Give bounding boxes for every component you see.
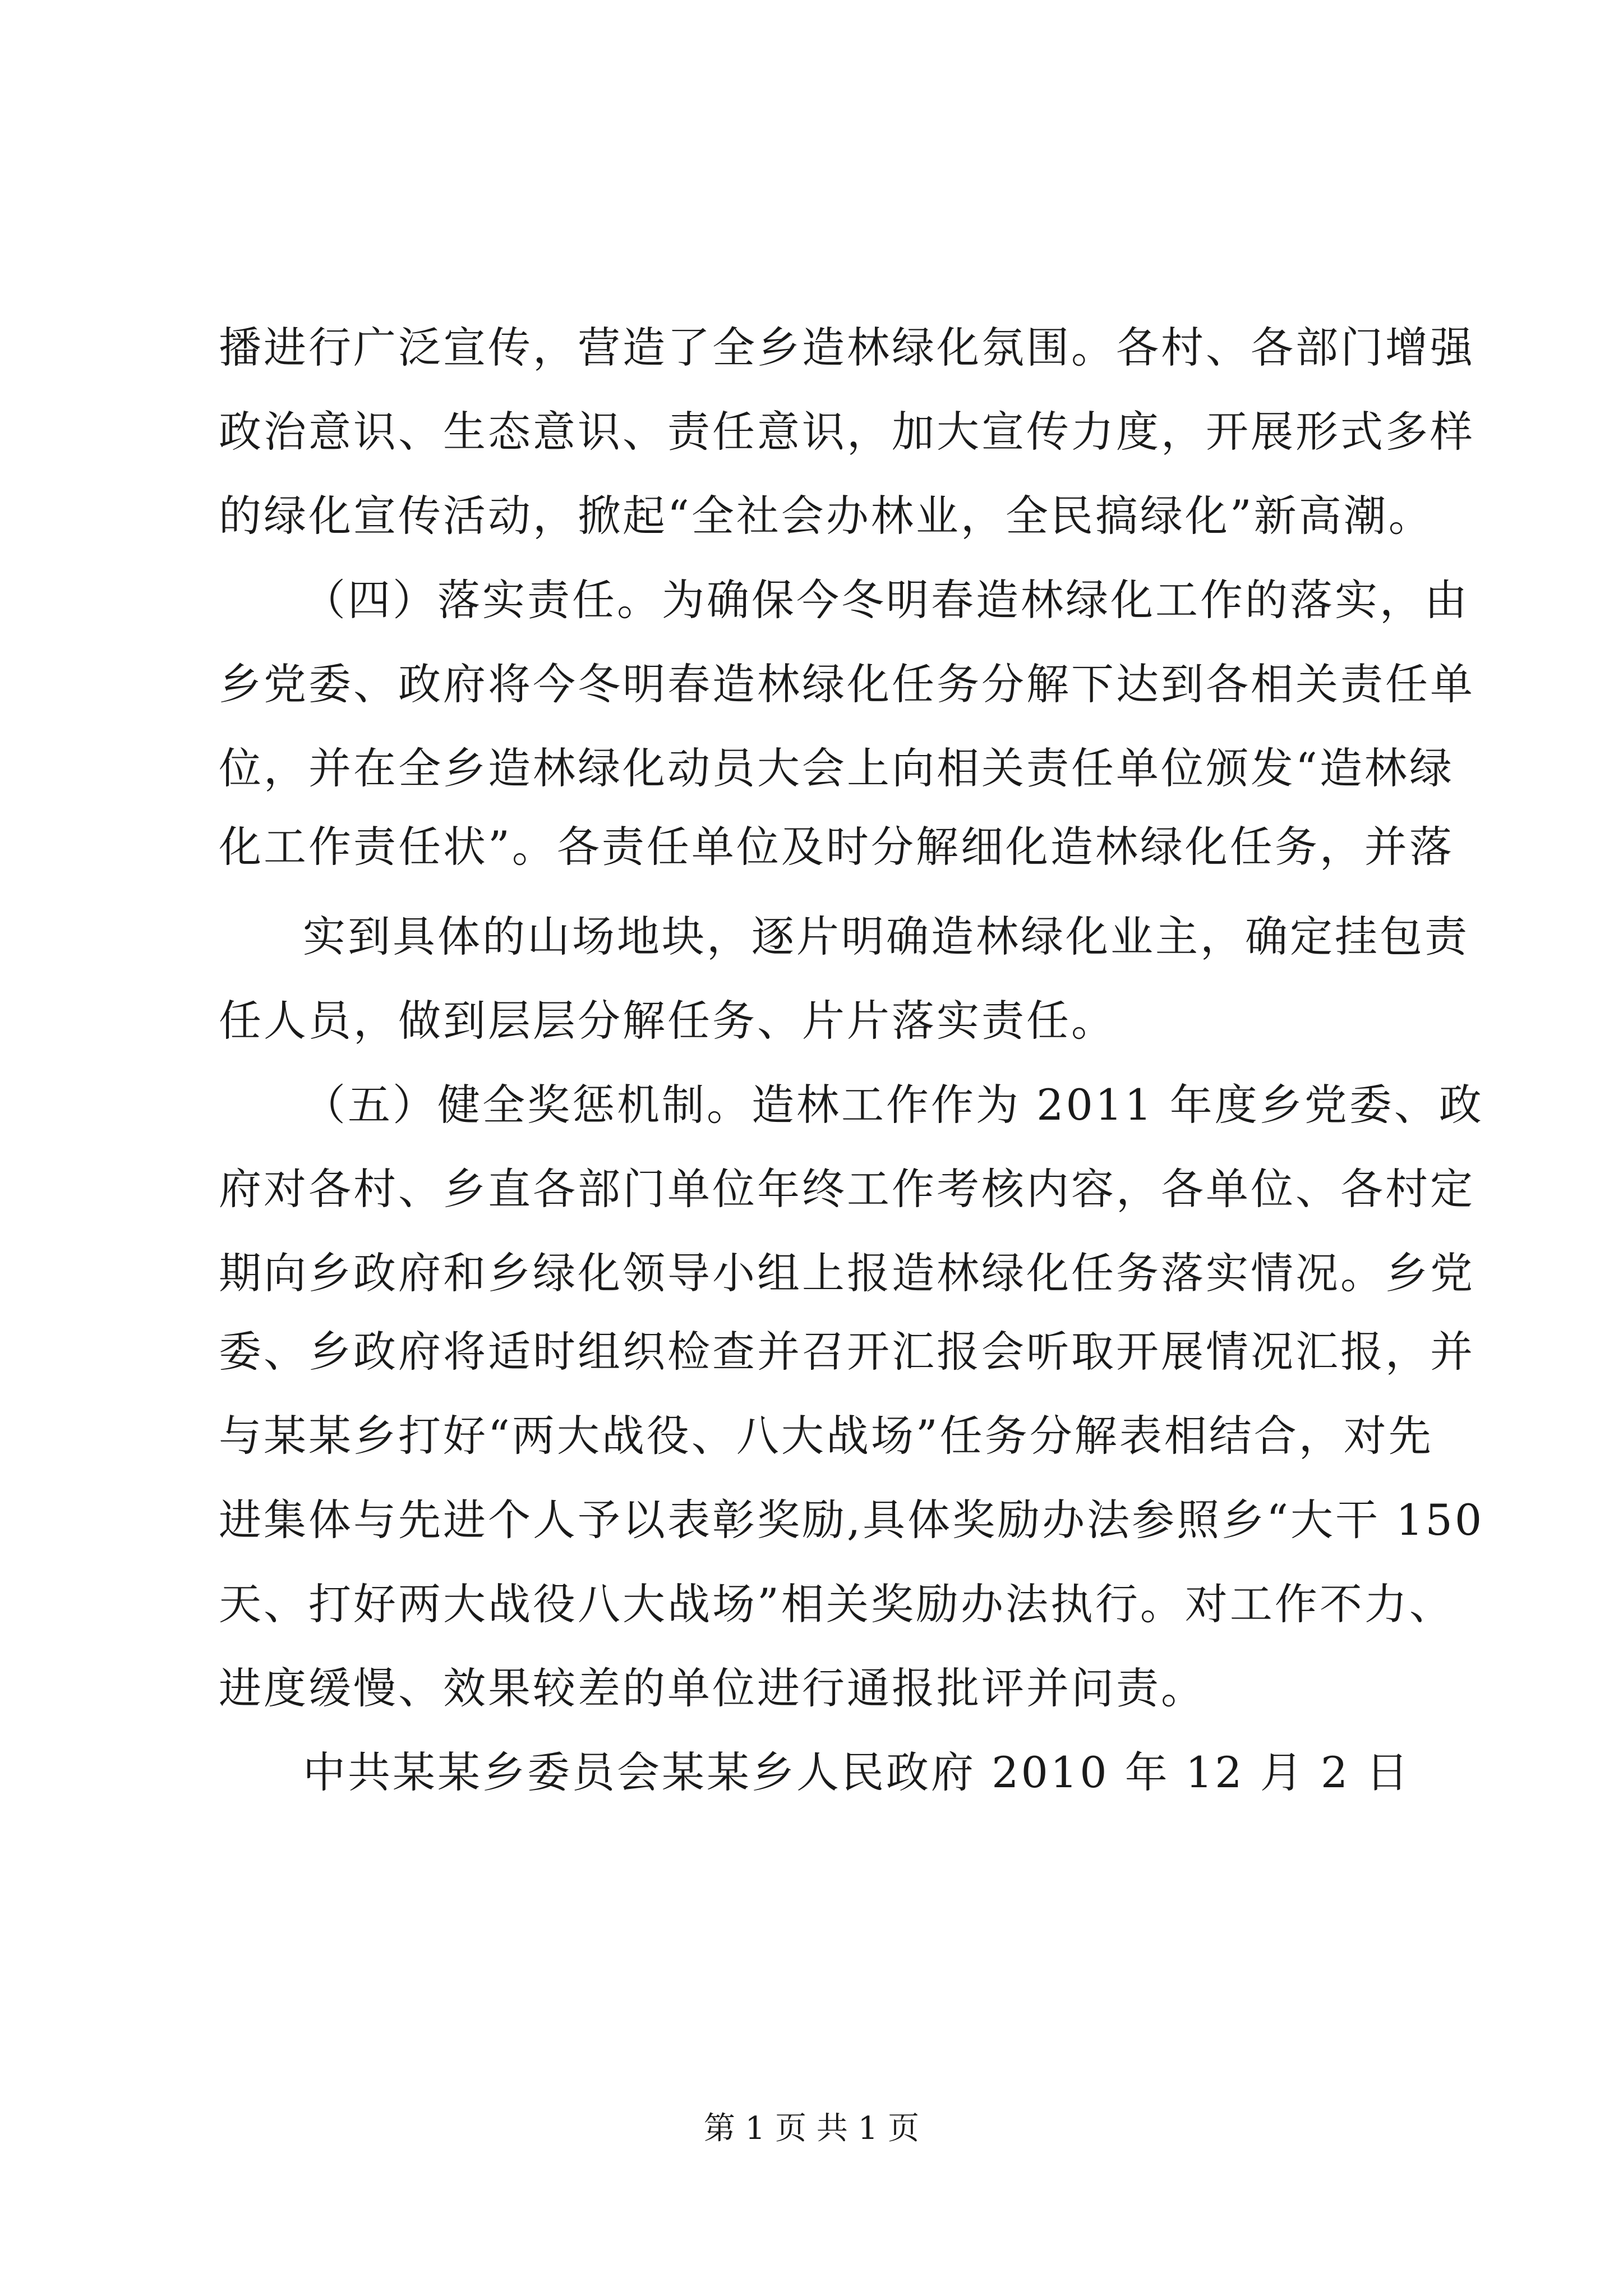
paragraph-heading-line: （五）健全奖惩机制。造林工作作为 2011 年度乡党委、政 [303, 1080, 1484, 1130]
text-line: 期向乡政府和乡绿化领导小组上报造林绿化任务落实情况。乡党 [219, 1248, 1475, 1298]
text-line: 化工作责任状”。各责任单位及时分解细化造林绿化任务，并落 [219, 822, 1454, 872]
text-line: 府对各村、乡直各部门单位年终工作考核内容，各单位、各村定 [219, 1164, 1475, 1214]
page-number-footer: 第 1 页 共 1 页 [703, 2110, 920, 2147]
signature-date-line: 中共某某乡委员会某某乡人民政府 2010 年 12 月 2 日 [303, 1747, 1411, 1797]
text-line: 进度缓慢、效果较差的单位进行通报批评并问责。 [219, 1663, 1206, 1713]
text-line: 的绿化宣传活动，掀起“全社会办林业，全民搞绿化”新高潮。 [219, 491, 1433, 541]
text-line: 委、乡政府将适时组织检查并召开汇报会听取开展情况汇报，并 [219, 1327, 1475, 1377]
text-line: 进集体与先进个人予以表彰奖励,具体奖励办法参照乡“大干 150 [219, 1495, 1484, 1545]
paragraph-heading-line: （四）落实责任。为确保今冬明春造林绿化工作的落实，由 [303, 575, 1469, 625]
text-line: 位，并在全乡造林绿化动员大会上向相关责任单位颁发“造林绿 [219, 743, 1454, 793]
text-line: 政治意识、生态意识、责任意识，加大宣传力度，开展形式多样 [219, 407, 1475, 457]
text-line: 乡党委、政府将今冬明春造林绿化任务分解下达到各相关责任单 [219, 659, 1475, 709]
text-line: 实到具体的山场地块，逐片明确造林绿化业主，确定挂包责 [303, 912, 1469, 961]
text-line: 与某某乡打好“两大战役、八大战场”任务分解表相结合，对先 [219, 1411, 1433, 1461]
text-line: 天、打好两大战役八大战场”相关奖励办法执行。对工作不力、 [219, 1579, 1454, 1629]
text-line: 播进行广泛宣传，营造了全乡造林绿化氛围。各村、各部门增强 [219, 323, 1475, 372]
text-line: 任人员，做到层层分解任务、片片落实责任。 [219, 996, 1116, 1046]
